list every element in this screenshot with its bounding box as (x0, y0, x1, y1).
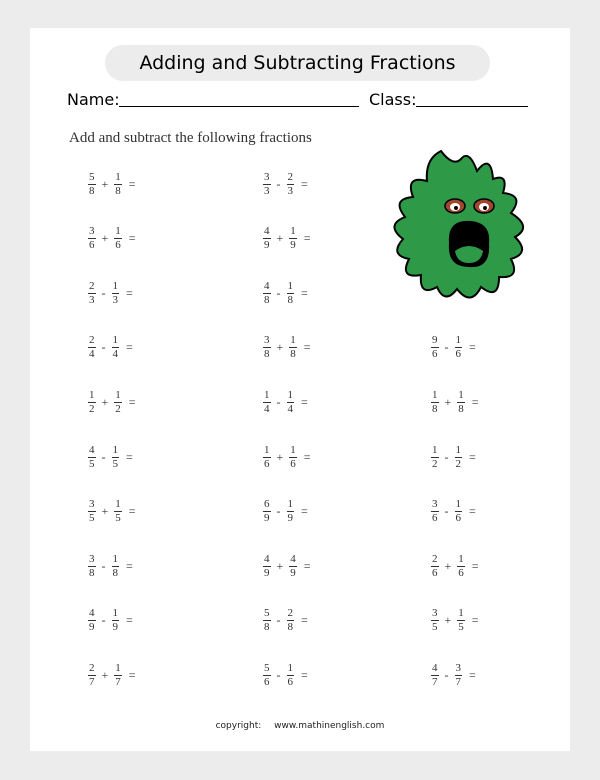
denominator: 9 (89, 621, 95, 634)
operator: - (276, 176, 281, 191)
denominator: 8 (115, 184, 121, 197)
green-monster-icon (385, 145, 535, 307)
denominator: 3 (264, 184, 270, 197)
fraction-problem (87, 224, 136, 254)
denominator: 5 (458, 621, 464, 634)
numerator: 4 (89, 607, 95, 620)
denominator: 9 (287, 512, 293, 525)
name-blank-line[interactable] (119, 106, 359, 107)
fraction (263, 226, 271, 251)
numerator: 1 (432, 388, 438, 401)
fraction-problem (262, 497, 308, 527)
operator: + (276, 231, 284, 246)
denominator: 8 (458, 402, 464, 415)
fraction (112, 608, 120, 633)
fraction-problem (430, 442, 476, 472)
operator: - (101, 340, 106, 355)
equals-sign: = (128, 176, 136, 191)
numerator: 1 (287, 279, 293, 292)
numerator: 1 (115, 388, 121, 401)
operator: - (101, 449, 106, 464)
operator: + (276, 449, 284, 464)
denominator: 2 (115, 402, 121, 415)
equals-sign: = (126, 613, 133, 628)
fraction (112, 281, 120, 306)
fraction (263, 554, 271, 579)
denominator: 2 (455, 457, 461, 470)
numerator: 2 (89, 279, 95, 292)
fraction-problem (87, 387, 136, 417)
operator: - (276, 667, 281, 682)
fraction (88, 335, 96, 360)
denominator: 3 (287, 184, 293, 197)
numerator: 1 (455, 443, 461, 456)
numerator: 4 (264, 225, 270, 238)
equals-sign: = (126, 558, 133, 573)
operator: + (101, 504, 109, 519)
numerator: 1 (112, 552, 118, 565)
fraction (114, 663, 122, 688)
numerator: 2 (287, 607, 293, 620)
numerator: 2 (287, 170, 293, 183)
denominator: 2 (432, 457, 438, 470)
equals-sign: = (301, 285, 308, 300)
numerator: 1 (290, 443, 296, 456)
numerator: 1 (458, 552, 464, 565)
fraction (263, 172, 271, 197)
fraction (112, 554, 120, 579)
fraction (457, 390, 465, 415)
numerator: 4 (264, 279, 270, 292)
denominator: 6 (264, 675, 270, 688)
fraction-problem (262, 169, 308, 199)
numerator: 4 (290, 552, 296, 565)
numerator: 1 (287, 388, 293, 401)
operator: - (444, 667, 449, 682)
denominator: 6 (115, 239, 121, 252)
denominator: 3 (112, 293, 118, 306)
fraction (455, 499, 463, 524)
numerator: 1 (115, 170, 121, 183)
numerator: 1 (455, 334, 461, 347)
denominator: 6 (458, 566, 464, 579)
operator: - (101, 613, 106, 628)
numerator: 1 (455, 498, 461, 511)
equals-sign: = (469, 449, 476, 464)
operator: - (101, 558, 106, 573)
fraction (457, 554, 465, 579)
denominator: 5 (89, 457, 95, 470)
numerator: 1 (112, 279, 118, 292)
denominator: 5 (432, 621, 438, 634)
fraction-problem (430, 387, 479, 417)
fraction (431, 663, 439, 688)
operator: + (444, 613, 452, 628)
denominator: 6 (290, 457, 296, 470)
fraction (88, 608, 96, 633)
copyright-footer (30, 721, 570, 731)
numerator: 1 (458, 607, 464, 620)
fraction (287, 663, 295, 688)
fraction (263, 390, 271, 415)
denominator: 9 (112, 621, 118, 634)
fraction (88, 172, 96, 197)
equals-sign: = (301, 667, 308, 682)
numerator: 3 (89, 498, 95, 511)
equals-sign: = (301, 613, 308, 628)
numerator: 1 (112, 334, 118, 347)
equals-sign: = (303, 449, 311, 464)
fraction-problem (430, 551, 479, 581)
operator: - (101, 285, 106, 300)
equals-sign: = (303, 231, 311, 246)
numerator: 1 (458, 388, 464, 401)
denominator: 6 (455, 512, 461, 525)
fraction (88, 445, 96, 470)
numerator: 1 (264, 443, 270, 456)
numerator: 4 (89, 443, 95, 456)
fraction-problem (430, 497, 476, 527)
worksheet-title: Adding and Subtracting Fractions (105, 45, 490, 81)
fraction (263, 445, 271, 470)
numerator: 6 (264, 498, 270, 511)
denominator: 6 (432, 348, 438, 361)
numerator: 3 (455, 661, 461, 674)
fraction (289, 226, 297, 251)
numerator: 1 (115, 225, 121, 238)
denominator: 3 (89, 293, 95, 306)
fraction (455, 335, 463, 360)
denominator: 5 (112, 457, 118, 470)
fraction-problem (87, 169, 136, 199)
denominator: 6 (89, 239, 95, 252)
copyright-site: www.mathinenglish.com (274, 721, 385, 731)
equals-sign: = (303, 340, 311, 355)
denominator: 8 (264, 293, 270, 306)
denominator: 7 (115, 675, 121, 688)
denominator: 8 (287, 293, 293, 306)
numerator: 5 (89, 170, 95, 183)
numerator: 1 (432, 443, 438, 456)
operator: + (276, 558, 284, 573)
denominator: 7 (89, 675, 95, 688)
denominator: 6 (287, 675, 293, 688)
equals-sign: = (469, 340, 476, 355)
denominator: 5 (89, 512, 95, 525)
operator: + (101, 667, 109, 682)
fraction-problem (262, 387, 308, 417)
denominator: 8 (264, 621, 270, 634)
fraction-problem (87, 442, 133, 472)
fraction-problem (430, 606, 479, 636)
fraction (289, 335, 297, 360)
denominator: 6 (432, 512, 438, 525)
equals-sign: = (126, 449, 133, 464)
denominator: 9 (264, 566, 270, 579)
fraction-problem (262, 333, 311, 363)
fraction (431, 499, 439, 524)
numerator: 3 (432, 498, 438, 511)
numerator: 1 (112, 443, 118, 456)
numerator: 4 (264, 552, 270, 565)
numerator: 3 (89, 552, 95, 565)
equals-sign: = (301, 504, 308, 519)
fraction-problem (87, 606, 133, 636)
copyright-label: copyright: (215, 721, 262, 731)
fraction (289, 554, 297, 579)
denominator: 6 (455, 348, 461, 361)
fraction-problem (262, 442, 311, 472)
numerator: 2 (89, 661, 95, 674)
fraction (112, 335, 120, 360)
equals-sign: = (303, 558, 311, 573)
fraction-problem (262, 278, 308, 308)
denominator: 4 (287, 402, 293, 415)
equals-sign: = (128, 504, 136, 519)
fraction-problem (87, 660, 136, 690)
denominator: 8 (89, 184, 95, 197)
denominator: 7 (455, 675, 461, 688)
operator: - (276, 613, 281, 628)
equals-sign: = (469, 504, 476, 519)
fraction (88, 226, 96, 251)
numerator: 9 (432, 334, 438, 347)
operator: - (276, 504, 281, 519)
numerator: 1 (264, 388, 270, 401)
denominator: 2 (89, 402, 95, 415)
denominator: 6 (432, 566, 438, 579)
numerator: 1 (112, 607, 118, 620)
denominator: 4 (89, 348, 95, 361)
name-label: Name: (67, 90, 120, 109)
fraction (263, 281, 271, 306)
numerator: 2 (89, 334, 95, 347)
fraction (287, 608, 295, 633)
operator: + (444, 558, 452, 573)
fraction-problem (87, 333, 133, 363)
numerator: 3 (89, 225, 95, 238)
numerator: 3 (432, 607, 438, 620)
operator: + (101, 176, 109, 191)
numerator: 1 (290, 225, 296, 238)
monster-right-pupil (483, 206, 487, 210)
denominator: 8 (112, 566, 118, 579)
class-label: Class: (369, 90, 417, 109)
fraction (457, 608, 465, 633)
denominator: 7 (432, 675, 438, 688)
fraction (287, 499, 295, 524)
numerator: 1 (89, 388, 95, 401)
equals-sign: = (471, 613, 479, 628)
fraction-problem (87, 497, 136, 527)
fraction-problem (262, 660, 308, 690)
equals-sign: = (128, 231, 136, 246)
numerator: 3 (264, 334, 270, 347)
operator: - (444, 449, 449, 464)
fraction-problem (262, 224, 311, 254)
equals-sign: = (128, 394, 136, 409)
fraction (88, 281, 96, 306)
numerator: 2 (432, 552, 438, 565)
fraction (263, 335, 271, 360)
fraction-problem (87, 278, 133, 308)
name-class-row (67, 88, 537, 112)
operator: + (444, 394, 452, 409)
fraction (455, 663, 463, 688)
fraction (114, 499, 122, 524)
fraction (431, 445, 439, 470)
equals-sign: = (128, 667, 136, 682)
fraction (263, 663, 271, 688)
equals-sign: = (126, 285, 133, 300)
denominator: 9 (290, 239, 296, 252)
fraction (88, 554, 96, 579)
denominator: 9 (264, 512, 270, 525)
operator: - (276, 394, 281, 409)
monster-left-pupil (454, 206, 458, 210)
fraction (289, 445, 297, 470)
equals-sign: = (471, 394, 479, 409)
numerator: 1 (115, 498, 121, 511)
fraction (114, 390, 122, 415)
numerator: 1 (287, 661, 293, 674)
fraction (431, 390, 439, 415)
denominator: 8 (287, 621, 293, 634)
fraction (431, 554, 439, 579)
fraction (112, 445, 120, 470)
fraction (287, 281, 295, 306)
denominator: 8 (264, 348, 270, 361)
fraction (263, 608, 271, 633)
fraction-problem (262, 606, 308, 636)
denominator: 8 (432, 402, 438, 415)
fraction-problem (262, 551, 311, 581)
numerator: 1 (290, 334, 296, 347)
equals-sign: = (301, 394, 308, 409)
numerator: 1 (287, 498, 293, 511)
equals-sign: = (126, 340, 133, 355)
instruction-text: Add and subtract the following fractions (69, 130, 312, 146)
operator: - (444, 504, 449, 519)
fraction (263, 499, 271, 524)
numerator: 5 (264, 661, 270, 674)
class-blank-line[interactable] (416, 106, 528, 107)
fraction (88, 499, 96, 524)
operator: - (276, 285, 281, 300)
denominator: 9 (290, 566, 296, 579)
denominator: 9 (264, 239, 270, 252)
fraction (88, 663, 96, 688)
fraction-problem (87, 551, 133, 581)
fraction (431, 335, 439, 360)
fraction (287, 390, 295, 415)
fraction (88, 390, 96, 415)
numerator: 5 (264, 607, 270, 620)
worksheet-page (30, 28, 570, 751)
denominator: 8 (89, 566, 95, 579)
denominator: 4 (264, 402, 270, 415)
denominator: 6 (264, 457, 270, 470)
denominator: 4 (112, 348, 118, 361)
operator: + (101, 394, 109, 409)
fraction-problem (430, 333, 476, 363)
numerator: 1 (115, 661, 121, 674)
denominator: 8 (290, 348, 296, 361)
equals-sign: = (471, 558, 479, 573)
fraction (114, 172, 122, 197)
equals-sign: = (469, 667, 476, 682)
fraction (114, 226, 122, 251)
operator: + (101, 231, 109, 246)
numerator: 4 (432, 661, 438, 674)
fraction-problem (430, 660, 476, 690)
fraction (455, 445, 463, 470)
fraction (287, 172, 295, 197)
denominator: 5 (115, 512, 121, 525)
operator: - (444, 340, 449, 355)
equals-sign: = (301, 176, 308, 191)
fraction (431, 608, 439, 633)
numerator: 3 (264, 170, 270, 183)
operator: + (276, 340, 284, 355)
